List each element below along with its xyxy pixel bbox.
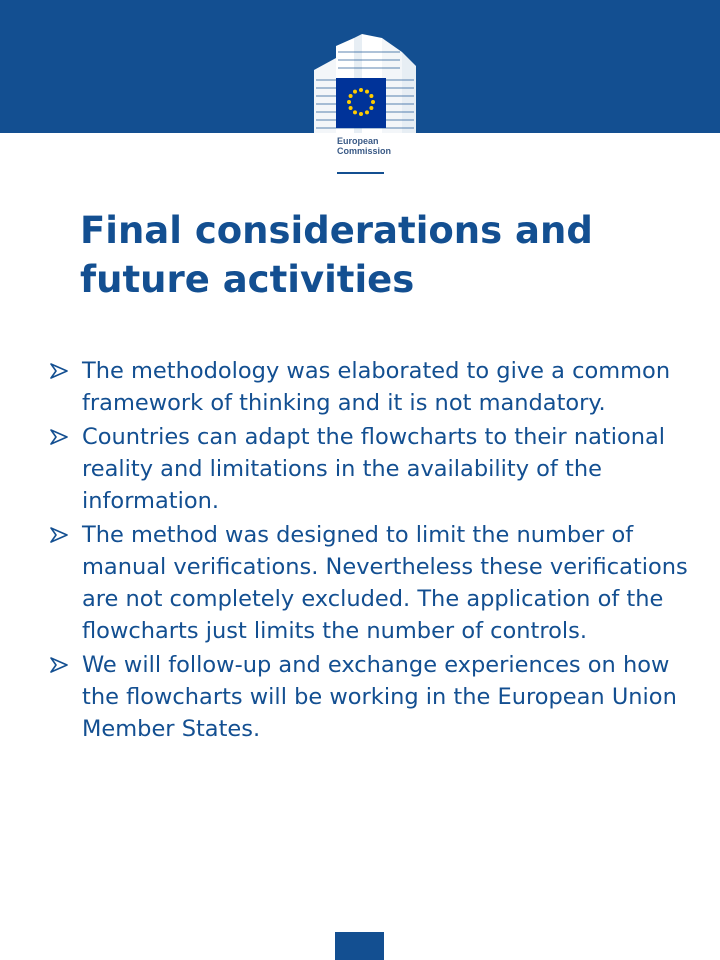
arrow-right-icon	[50, 657, 68, 673]
logo-wordmark	[337, 136, 391, 156]
logo-line-1: European	[337, 136, 379, 146]
bullet-text: The methodology was elaborated to give a common framework of thinking and it is not mandatory.	[82, 358, 671, 416]
logo-underline	[337, 172, 384, 174]
logo-line-2: Commission	[337, 146, 392, 156]
bullet-text: The method was designed to limit the number of manual verifications. Nevertheless these verifications are not completely excluded. The application of the flowcharts just limits the number of controls.	[82, 522, 688, 644]
bullet-text: We will follow-up and exchange experiences on how the flowcharts will be working in the European Union Member States.	[82, 652, 677, 742]
bullet-item	[48, 519, 688, 647]
bullet-item	[48, 649, 688, 745]
bullet-item	[48, 355, 688, 419]
arrow-right-icon	[50, 363, 68, 379]
footer-accent-block	[335, 932, 384, 960]
bullet-item	[48, 421, 688, 517]
slide-title: Final considerations and future activities	[80, 209, 593, 301]
arrow-right-icon	[50, 527, 68, 543]
arrow-right-icon	[50, 429, 68, 445]
bullet-list	[48, 355, 688, 747]
bullet-text: Countries can adapt the flowcharts to their national reality and limitations in the availability of the information.	[82, 424, 666, 514]
